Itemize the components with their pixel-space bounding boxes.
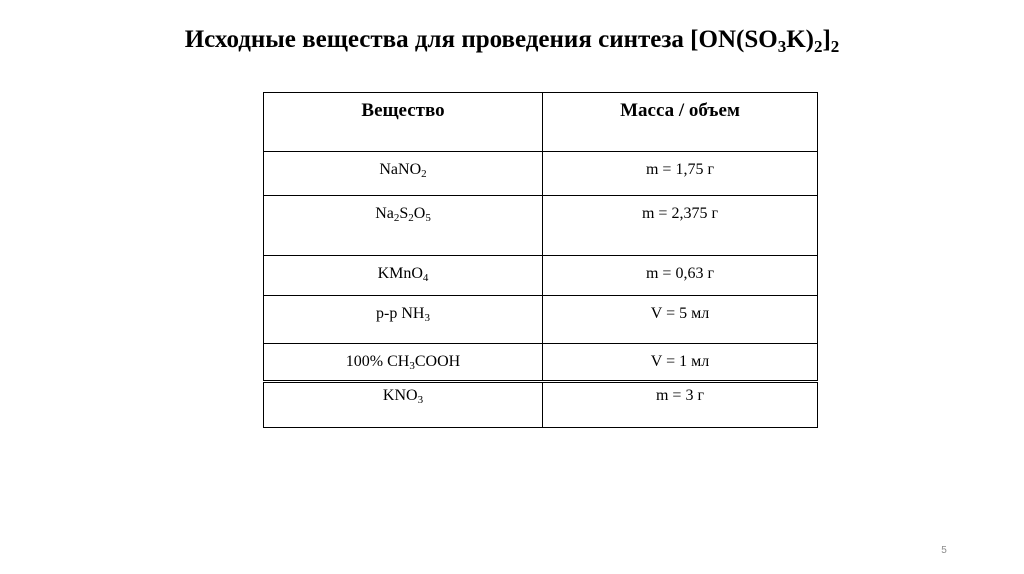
substance-cell <box>264 382 543 428</box>
title-subscript: 2 <box>830 37 840 56</box>
title-text: Исходные вещества для проведения синтеза [ON(SO <box>184 26 778 53</box>
amount-cell: m = 2,375 г <box>543 196 818 256</box>
formula-text: S <box>399 205 409 222</box>
substance-cell <box>264 152 543 196</box>
formula-subscript: 5 <box>425 212 431 224</box>
formula-text: р-р NH <box>376 305 425 322</box>
table-row <box>264 296 818 344</box>
formula-text: COOH <box>414 353 461 370</box>
substance-cell <box>264 296 543 344</box>
title-subscript: 3 <box>777 37 787 56</box>
formula-subscript: 4 <box>422 272 429 284</box>
formula-subscript: 2 <box>393 212 400 224</box>
title-text: ] <box>822 26 831 53</box>
formula-text: Na <box>375 205 394 222</box>
table-row <box>264 196 818 256</box>
formula-subscript: 3 <box>417 394 424 406</box>
formula-subscript: 3 <box>424 312 430 324</box>
table-row <box>264 382 818 428</box>
amount-cell: m = 3 г <box>543 382 818 428</box>
substance-cell <box>264 344 543 382</box>
formula-subscript: 3 <box>409 360 415 372</box>
header-amount: Масса / объем <box>543 93 818 152</box>
substance-cell <box>264 196 543 256</box>
substances-table <box>263 92 818 428</box>
slide-title <box>0 26 1024 54</box>
table-header-row <box>264 93 818 152</box>
substance-cell <box>264 256 543 296</box>
title-text: K) <box>786 26 814 53</box>
header-substance: Вещество <box>264 93 543 152</box>
formula-subscript: 2 <box>421 168 427 180</box>
formula-text: NaNO <box>379 161 422 178</box>
table-row <box>264 152 818 196</box>
formula-text: KNO <box>382 387 418 404</box>
formula-subscript: 2 <box>408 212 414 224</box>
table-row <box>264 344 818 382</box>
formula-text: KMnO <box>377 265 423 282</box>
amount-cell: V = 5 мл <box>543 296 818 344</box>
formula-text: O <box>413 205 426 222</box>
page-number: 5 <box>941 545 947 556</box>
amount-cell: V = 1 мл <box>543 344 818 382</box>
title-subscript: 2 <box>813 37 823 56</box>
amount-cell: m = 0,63 г <box>543 256 818 296</box>
amount-cell: m = 1,75 г <box>543 152 818 196</box>
table-row <box>264 256 818 296</box>
formula-text: 100% CH <box>345 353 410 370</box>
